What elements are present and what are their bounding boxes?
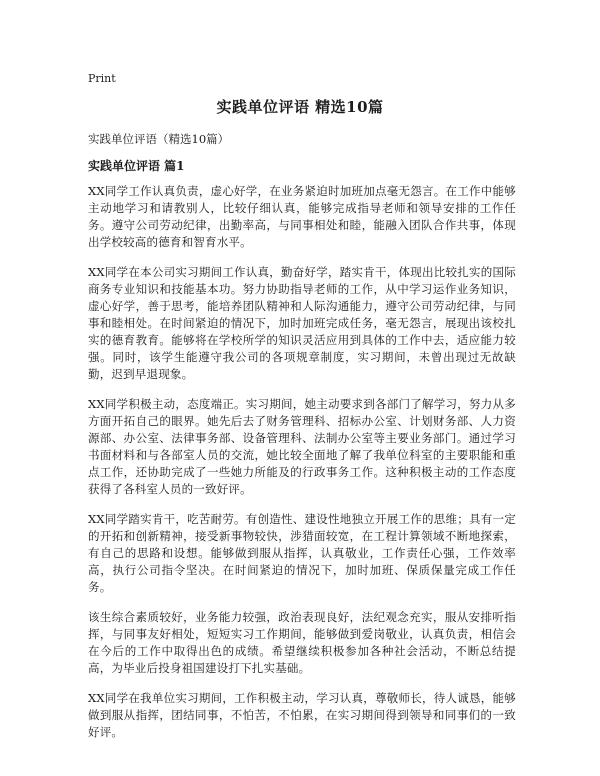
section-heading: 实践单位评语 篇1: [88, 159, 185, 173]
page-title: 实践单位评语 精选10篇: [216, 98, 384, 116]
paragraph-1: XX同学工作认真负责，虚心好学，在业务紧迫时加班加点毫无怨言。在工作中能够主动地学习和请教别人，比较仔细认真，能够完成指导老师和领导安排的工作任务。遵守公司劳动纪律，出勤率高，与同事相处和睦，能融入团队合作共事，体现出学校较高的德育和智育水平。: [88, 184, 516, 249]
paragraph-2: XX同学在本公司实习期间工作认真，勤奋好学，踏实肯干，体现出比较扎实的国际商务专业知识和技能基本功。努力协助指导老师的工作，从中学习运作业务知识，虚心好学，善于思考，能培养团队精神和人际沟通能力，遵守公司劳动纪律，与同事和睦相处。在时间紧迫的情况下，加时加班完成任务，毫无怨言，展现出该校扎实的德育教育。能够将在学校所学的知识灵活应用到具体的工作中去，适应能力较强。同时，该学生能遵守我公司的各项规章制度，实习期间，未曾出现过无故缺勤，迟到早退现象。: [88, 265, 516, 381]
print-label[interactable]: Print: [88, 72, 116, 85]
paragraph-5: 该生综合素质较好，业务能力较强，政治表现良好，法纪观念充实，服从安排听指挥，与同事友好相处，短短实习工作期间，能够做到爱岗敬业，认真负责，相信会在今后的工作中取得出色的成绩。希望继续积极参加各种社会活动，不断总结提高，为毕业后投身祖国建设打下扎实基础。: [88, 610, 516, 675]
paragraph-4: XX同学踏实肯干，吃苦耐劳。有创造性、建设性地独立开展工作的思维；具有一定的开拓和创新精神，接受新事物较快，涉猎面较宽，在工程计算领域不断地探索，有自己的思路和设想。能够做到服从指挥，认真敬业，工作责任心强，工作效率高，执行公司指令坚决。在时间紧迫的情况下，加时加班、保质保量完成工作任务。: [88, 512, 516, 594]
document-body: [88, 183, 516, 754]
document-subtitle: 实践单位评语（精选10篇）: [88, 132, 230, 146]
paragraph-6: XX同学在我单位实习期间，工作积极主动，学习认真，尊敬师长，待人诚恳，能够做到服从指挥，团结同事，不怕苦，不怕累，在实习期间得到领导和同事们的一致好评。: [88, 691, 516, 739]
paragraph-3: XX同学积极主动，态度端正。实习期间，她主动要求到各部门了解学习，努力从多方面开拓自己的眼界。她先后去了财务管理科、招标办公室、计划财务部、人力资源部、办公室、法律事务部、设备管理科、法制办公室等主要业务部门。通过学习书面材料和与各部室人员的交流，她比较全面地了解了我单位科室的主要职能和重点工作，还协助完成了一些她力所能及的行政事务工作。这种积极主动的工作态度获得了各科室人员的一致好评。: [88, 397, 516, 496]
